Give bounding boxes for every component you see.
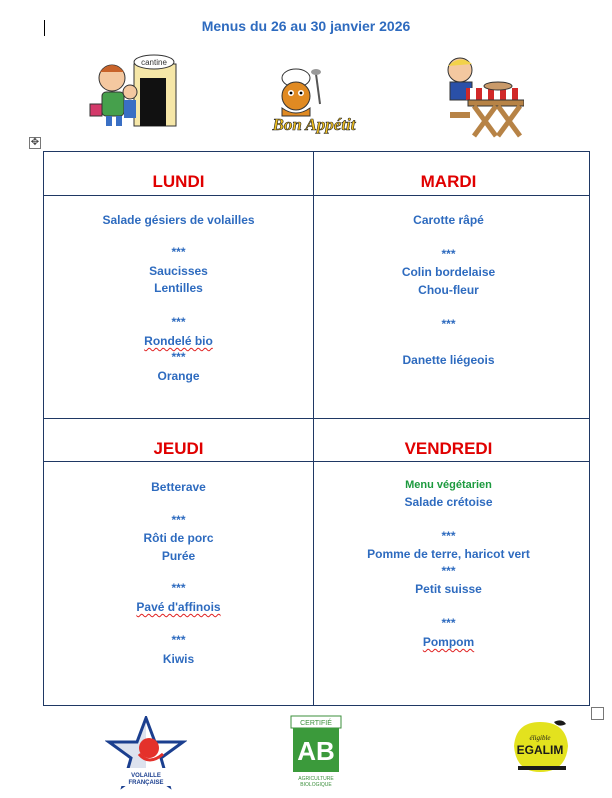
svg-text:EGALIM: EGALIM <box>516 743 564 757</box>
svg-text:FRANÇAISE: FRANÇAISE <box>128 780 164 786</box>
menu-item: Salade crétoise <box>404 495 493 509</box>
vegetarian-note: Menu végétarien <box>405 479 492 491</box>
svg-text:éligible: éligible <box>529 734 551 742</box>
menu-item: Danette liégeois <box>402 353 495 367</box>
menu-item: Pomme de terre, haricot vert <box>367 547 530 561</box>
menu-item: Chou-fleur <box>418 283 479 297</box>
separator: *** <box>441 616 456 630</box>
svg-text:BIOLOGIQUE: BIOLOGIQUE <box>300 782 332 788</box>
ab-bio-logo <box>289 714 343 790</box>
separator: *** <box>171 350 186 364</box>
separator: *** <box>171 245 186 259</box>
menu-item: Petit suisse <box>415 582 482 596</box>
cantine-illustration <box>84 52 180 128</box>
bon-appetit-text: Bon Appétit <box>272 115 356 134</box>
menu-item: Orange <box>157 369 200 383</box>
svg-text:AB: AB <box>297 736 335 766</box>
menu-item: Purée <box>161 549 196 563</box>
separator: *** <box>171 581 186 595</box>
menu-item: Saucisses <box>149 264 208 278</box>
menu-cell-vendredi <box>314 152 583 705</box>
separator: *** <box>171 513 186 527</box>
menu-item: Colin bordelaise <box>401 265 496 279</box>
separator: *** <box>171 633 186 647</box>
egalim-logo <box>506 716 574 776</box>
cantine-sign: cantine <box>141 58 167 67</box>
menu-table <box>43 151 590 706</box>
menu-item: Betterave <box>151 480 206 494</box>
day-header-jeudi: JEUDI <box>153 439 204 458</box>
menu-item-text: Rondelé bio <box>144 334 213 348</box>
menu-item-text: Pompom <box>422 635 475 649</box>
day-header-mardi: MARDI <box>420 172 477 191</box>
separator: *** <box>441 317 456 331</box>
day-header-vendredi: VENDREDI <box>404 439 493 458</box>
menu-item-text: Pavé d'affinois <box>136 600 221 614</box>
bon-appetit-chef <box>258 64 374 136</box>
svg-text:VOLAILLE: VOLAILLE <box>131 773 161 779</box>
menu-item: Kiwis <box>162 652 195 666</box>
menu-item: Lentilles <box>154 281 203 295</box>
menu-item: Rôti de porc <box>143 531 214 545</box>
separator: *** <box>441 529 456 543</box>
svg-text:CERTIFIÉ: CERTIFIÉ <box>300 720 332 727</box>
page-title: Menus du 26 au 30 janvier 2026 <box>201 18 411 34</box>
separator: *** <box>441 564 456 578</box>
menu-item <box>44 600 313 614</box>
menu-item: Carotte râpé <box>413 213 484 227</box>
volaille-francaise-logo <box>105 716 187 790</box>
separator: *** <box>171 315 186 329</box>
separator: *** <box>441 247 456 261</box>
day-header-lundi: LUNDI <box>152 172 205 191</box>
child-eating-illustration <box>440 54 524 138</box>
table-move-handle[interactable]: ✥ <box>30 137 40 148</box>
menu-cell-jeudi <box>44 152 313 705</box>
menu-item <box>314 635 583 649</box>
svg-text:AGRICULTURE: AGRICULTURE <box>298 776 334 782</box>
menu-item: Salade gésiers de volailles <box>102 213 255 227</box>
table-resize-handle[interactable] <box>591 707 604 720</box>
